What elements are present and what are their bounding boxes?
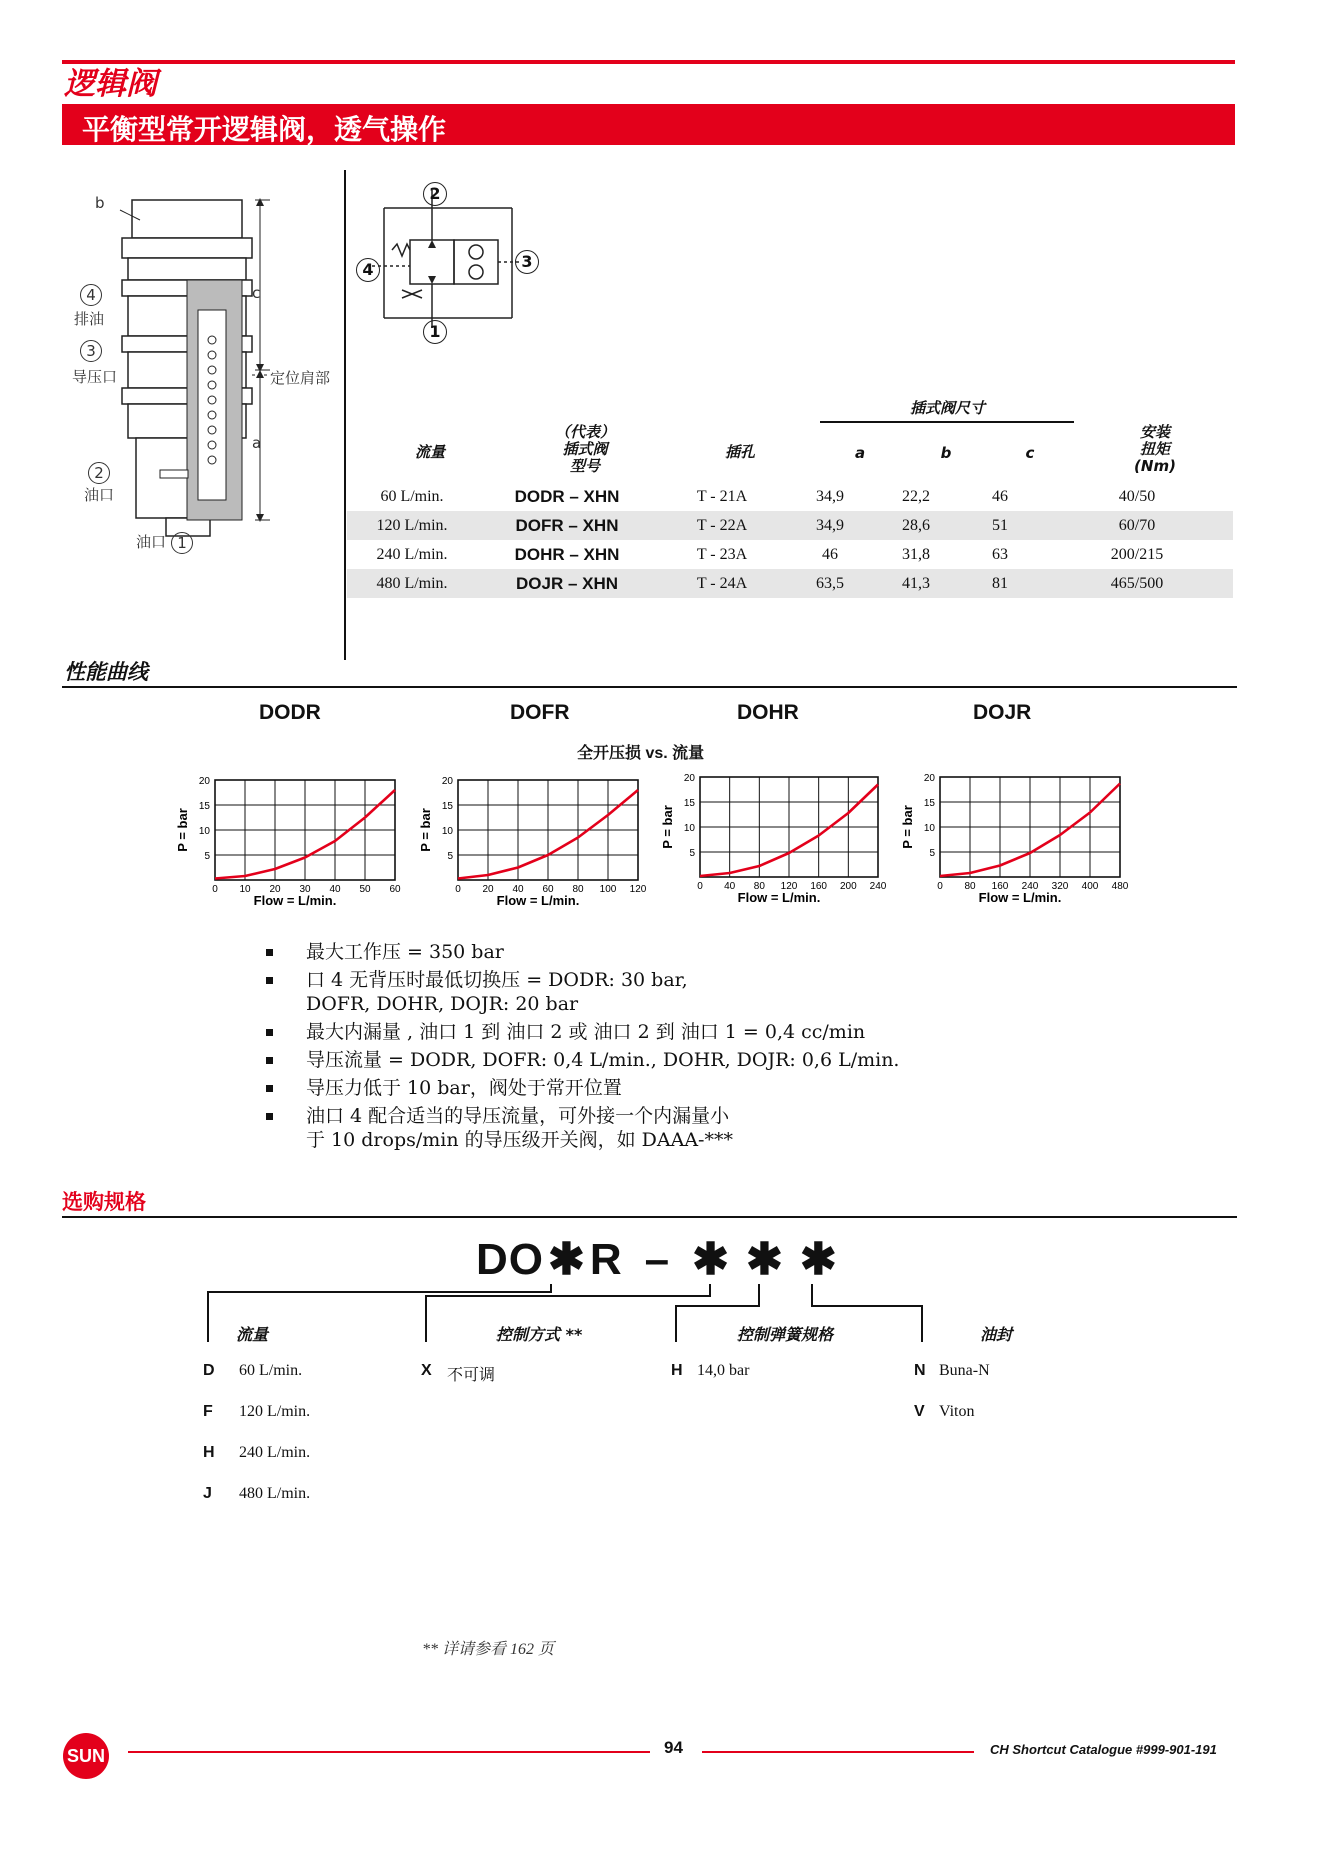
ordering-title: 选购规格 xyxy=(62,1190,146,1214)
opt-value: Buna-N xyxy=(939,1362,990,1379)
y-tick-label: 15 xyxy=(441,801,453,812)
symbol-port-3: 3 xyxy=(515,250,539,274)
x-tick-label: 40 xyxy=(512,884,524,895)
bullet-text: 导压流量 = DODR, DOFR: 0,4 L/min., DOHR, DOJR: 0,6 L/min. xyxy=(306,1049,900,1071)
list-item xyxy=(266,968,899,1016)
title-banner xyxy=(62,104,1235,145)
cell-model: DODR – XHN xyxy=(514,486,620,506)
y-tick-label: 15 xyxy=(683,798,695,809)
list-item xyxy=(266,940,899,964)
th-model: （代表） 插式阀 型号 xyxy=(554,423,615,475)
cell-torque: 465/500 xyxy=(1041,569,1233,598)
bullet-text: 最大内漏量 , 油口 1 到 油口 2 或 油口 2 到 油口 1 = 0,4 cc/min xyxy=(306,1021,866,1043)
opt-code: V xyxy=(914,1403,925,1420)
x-tick-label: 50 xyxy=(359,884,371,895)
x-tick-label: 80 xyxy=(572,884,584,895)
x-axis-label: Flow = L/min. xyxy=(978,890,1062,905)
x-tick-label: 160 xyxy=(991,881,1009,892)
x-tick-label: 0 xyxy=(455,884,461,895)
cell-c: 51 xyxy=(959,511,1041,540)
x-tick-label: 80 xyxy=(964,881,976,892)
list-item xyxy=(266,1048,899,1072)
bullet-square xyxy=(266,1057,273,1064)
table-row xyxy=(347,569,1233,598)
x-tick-label: 240 xyxy=(869,881,887,892)
cell-model: DOJR – XHN xyxy=(477,569,657,598)
x-axis-label: Flow = L/min. xyxy=(496,893,580,908)
cell-b: 31,8 xyxy=(902,545,930,563)
symbol-port-1: 1 xyxy=(423,320,447,344)
table-row xyxy=(347,540,1233,569)
y-tick-label: 15 xyxy=(923,798,935,809)
x-tick-label: 10 xyxy=(239,884,251,895)
chart-frame xyxy=(700,777,878,877)
x-tick-label: 30 xyxy=(299,884,311,895)
x-tick-label: 0 xyxy=(697,881,703,892)
x-tick-label: 200 xyxy=(839,881,857,892)
code-star-flow: ✱ xyxy=(548,1235,586,1284)
cell-a: 46 xyxy=(822,545,838,563)
cell-b: 22,2 xyxy=(902,487,930,505)
cell-flow: 480 L/min. xyxy=(347,569,477,598)
pressure-drop-curve xyxy=(215,790,395,879)
y-tick-label: 10 xyxy=(923,823,935,834)
opt-code: D xyxy=(203,1362,215,1379)
shoulder-label: 定位肩部 xyxy=(270,369,331,387)
code-connector-lines xyxy=(0,1270,1322,1350)
code-r: R xyxy=(589,1235,623,1284)
x-tick-label: 40 xyxy=(329,884,341,895)
cell-b: 28,6 xyxy=(873,511,959,540)
spec-table xyxy=(347,482,1233,598)
y-tick-label: 15 xyxy=(198,801,210,812)
bullet-text-cont: 于 10 drops/min 的导压级开关阀，如 DAAA-*** xyxy=(306,1129,733,1151)
cell-a: 34,9 xyxy=(816,487,844,505)
feature-list xyxy=(266,940,899,1156)
code-prefix: DO xyxy=(476,1235,544,1284)
x-tick-label: 160 xyxy=(810,881,828,892)
y-tick-label: 20 xyxy=(923,773,935,784)
cell-flow: 60 L/min. xyxy=(380,487,444,505)
code-star-seal: ✱ xyxy=(799,1235,838,1284)
port-2-circle: 2 xyxy=(88,462,110,484)
y-tick-label: 5 xyxy=(689,848,695,859)
list-item xyxy=(266,1076,899,1100)
x-tick-label: 40 xyxy=(724,881,736,892)
list-item xyxy=(266,1104,899,1152)
x-tick-label: 0 xyxy=(212,884,218,895)
th-a: a xyxy=(854,444,866,462)
cell-torque: 60/70 xyxy=(1041,511,1233,540)
chart-title-dofr: DOFR xyxy=(510,701,570,724)
opt-code: N xyxy=(914,1362,926,1379)
th-cavity: 插孔 xyxy=(724,443,755,461)
port-2-label: 油口 xyxy=(84,486,115,504)
code-star-control: ✱ xyxy=(692,1235,731,1284)
pressure-drop-curve xyxy=(458,790,638,879)
x-tick-label: 20 xyxy=(482,884,494,895)
footer-rule-left xyxy=(128,1751,650,1753)
opt-value: Viton xyxy=(939,1403,975,1420)
x-tick-label: 80 xyxy=(753,881,765,892)
chart-frame xyxy=(458,780,638,880)
y-tick-label: 10 xyxy=(198,826,210,837)
opt-value: 240 L/min. xyxy=(239,1444,311,1461)
th-flow: 流量 xyxy=(414,443,445,461)
pressure-drop-curve xyxy=(940,784,1120,877)
bullet-text: 导压力低于 10 bar，阀处于常开位置 xyxy=(306,1077,622,1099)
opt-value: 不可调 xyxy=(447,1367,496,1384)
page-title: 平衡型常开逻辑阀，透气操作 xyxy=(82,113,447,146)
port-3-circle: 3 xyxy=(80,340,102,362)
chart-title-dohr: DOHR xyxy=(737,701,799,724)
cell-flow: 120 L/min. xyxy=(347,511,477,540)
cell-b: 41,3 xyxy=(873,569,959,598)
cell-cavity: T - 22A xyxy=(657,511,787,540)
bullet-square xyxy=(266,1113,273,1120)
page-number: 94 xyxy=(664,1738,683,1757)
y-tick-label: 5 xyxy=(447,851,453,862)
y-axis-label: P = bar xyxy=(660,805,675,849)
port-4-circle: 4 xyxy=(80,284,102,306)
x-tick-label: 60 xyxy=(389,884,401,895)
footnote: ** 详请参看 162 页 xyxy=(422,1641,555,1658)
bullet-square xyxy=(266,949,273,956)
port-3-label: 导压口 xyxy=(72,368,118,386)
opt-head-spring: 控制弹簧规格 xyxy=(737,1325,834,1344)
opt-head-flow: 流量 xyxy=(236,1325,269,1344)
opt-value: 120 L/min. xyxy=(239,1403,311,1420)
symbol-port-4: 4 xyxy=(356,258,380,282)
y-tick-label: 10 xyxy=(441,826,453,837)
y-tick-label: 5 xyxy=(929,848,935,859)
chart-subtitle: 全开压损 vs. 流量 xyxy=(577,745,705,762)
opt-code: X xyxy=(421,1362,432,1379)
x-tick-label: 480 xyxy=(1111,881,1129,892)
port-4-label: 排油 xyxy=(74,310,105,328)
opt-code: H xyxy=(671,1362,683,1379)
symbol-port-2: 2 xyxy=(423,182,447,206)
code-dash: – xyxy=(644,1235,671,1284)
opt-head-seal: 油封 xyxy=(980,1325,1013,1344)
x-tick-label: 100 xyxy=(599,884,617,895)
x-axis-label: Flow = L/min. xyxy=(737,890,821,905)
pressure-drop-curve xyxy=(700,785,878,877)
dim-group-rule xyxy=(820,421,1074,423)
bullet-text-cont: DOFR, DOHR, DOJR: 20 bar xyxy=(306,993,579,1015)
performance-title: 性能曲线 xyxy=(64,660,148,684)
cell-a: 63,5 xyxy=(787,569,873,598)
footer-rule-right xyxy=(702,1751,974,1753)
header-rule xyxy=(62,60,1235,64)
opt-value: 60 L/min. xyxy=(239,1362,303,1379)
y-tick-label: 5 xyxy=(204,851,210,862)
x-tick-label: 0 xyxy=(937,881,943,892)
x-tick-label: 20 xyxy=(269,884,281,895)
dim-c-label: c xyxy=(252,284,261,302)
port-1-label: 油口 xyxy=(136,533,167,551)
th-b: b xyxy=(940,444,952,462)
cell-c: 46 xyxy=(992,487,1008,505)
cell-c: 81 xyxy=(959,569,1041,598)
x-tick-label: 60 xyxy=(542,884,554,895)
cell-torque: 40/50 xyxy=(1118,487,1156,505)
opt-value: 14,0 bar xyxy=(697,1362,750,1379)
cell-a: 34,9 xyxy=(787,511,873,540)
opt-code: F xyxy=(203,1403,213,1420)
ordering-rule xyxy=(62,1216,1237,1218)
x-tick-label: 120 xyxy=(629,884,647,895)
y-tick-label: 20 xyxy=(441,776,453,787)
bullet-text: 最大工作压 = 350 bar xyxy=(306,941,504,963)
th-torque: 安装 扭矩 (Nm) xyxy=(1134,423,1176,475)
opt-value: 480 L/min. xyxy=(239,1485,311,1502)
bullet-square xyxy=(266,977,273,984)
cell-cavity: T - 21A xyxy=(696,487,748,505)
y-axis-label: P = bar xyxy=(418,808,433,852)
y-tick-label: 20 xyxy=(198,776,210,787)
bullet-square xyxy=(266,1029,273,1036)
cell-model: DOHR – XHN xyxy=(514,544,620,564)
chart-title-dodr: DODR xyxy=(259,701,321,724)
x-tick-label: 400 xyxy=(1081,881,1099,892)
catalogue-id: CH Shortcut Catalogue #999-901-191 xyxy=(990,1742,1217,1757)
category-title: 逻辑阀 xyxy=(64,66,157,102)
cell-cavity: T - 24A xyxy=(657,569,787,598)
y-axis-label: P = bar xyxy=(175,808,190,852)
y-tick-label: 20 xyxy=(683,773,695,784)
opt-code: H xyxy=(203,1444,215,1461)
column-divider xyxy=(344,170,346,660)
port-1-circle: 1 xyxy=(171,532,193,554)
table-row xyxy=(347,511,1233,540)
x-axis-label: Flow = L/min. xyxy=(253,893,337,908)
cell-flow: 240 L/min. xyxy=(376,545,448,563)
bullet-text: 口 4 无背压时最低切换压 = DODR: 30 bar, xyxy=(306,969,688,991)
opt-head-control: 控制方式 ** xyxy=(496,1325,583,1344)
x-tick-label: 120 xyxy=(780,881,798,892)
table-row xyxy=(347,482,1233,511)
chart-frame xyxy=(215,780,395,880)
opt-code: J xyxy=(203,1485,212,1502)
list-item xyxy=(266,1020,899,1044)
cell-c: 63 xyxy=(992,545,1008,563)
code-star-spring: ✱ xyxy=(746,1235,784,1284)
cell-cavity: T - 23A xyxy=(696,545,748,563)
cell-model: DOFR – XHN xyxy=(477,511,657,540)
x-tick-label: 240 xyxy=(1021,881,1039,892)
dim-b-label: b xyxy=(95,194,105,212)
x-tick-label: 320 xyxy=(1051,881,1069,892)
dim-a-label: a xyxy=(252,434,262,452)
performance-rule xyxy=(62,686,1237,688)
th-c: c xyxy=(1025,444,1035,462)
chart-frame xyxy=(940,777,1120,877)
chart-title-dojr: DOJR xyxy=(973,701,1032,724)
y-axis-label: P = bar xyxy=(900,805,915,849)
sun-logo: SUN xyxy=(63,1733,109,1779)
y-tick-label: 10 xyxy=(683,823,695,834)
bullet-square xyxy=(266,1085,273,1092)
cell-torque: 200/215 xyxy=(1110,545,1164,563)
bullet-text: 油口 4 配合适当的导压流量，可外接一个内漏量小 xyxy=(306,1105,730,1127)
dim-group-header: 插式阀尺寸 xyxy=(909,399,985,417)
